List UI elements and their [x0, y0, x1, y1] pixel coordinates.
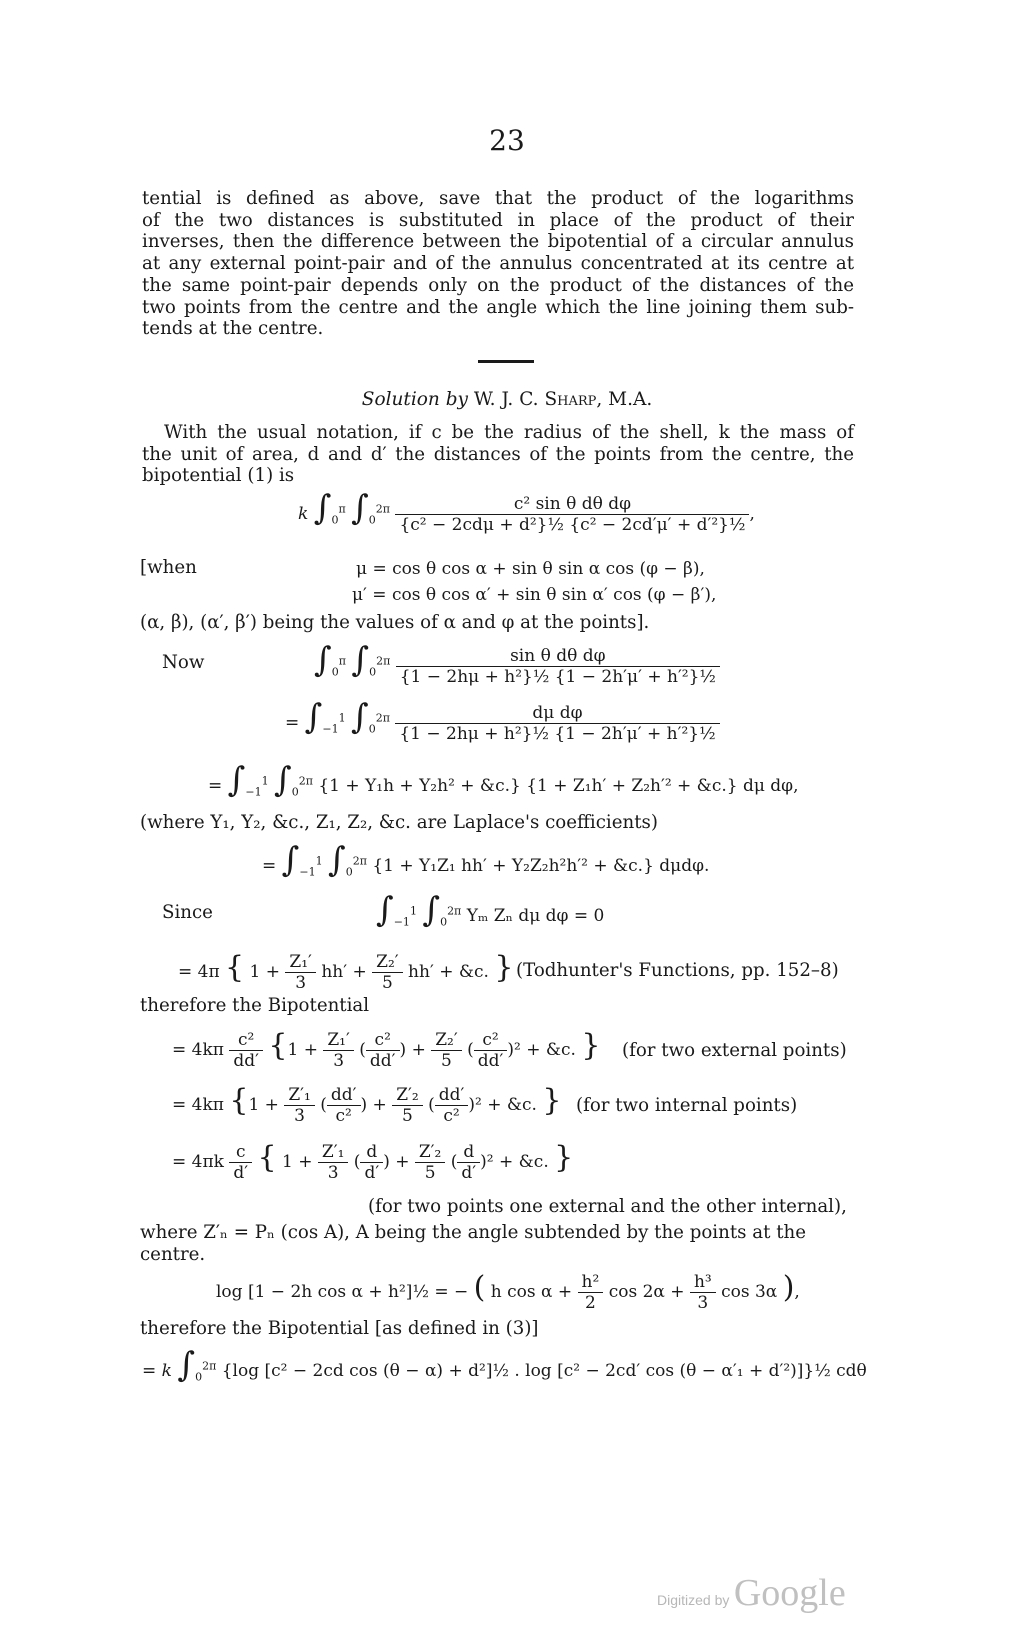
intro-line: inverses, then the difference between the bipotential of a circular annulus: [142, 231, 854, 253]
internal-lead: = 4kπ: [172, 1095, 224, 1115]
watermark-small: Digitized by: [657, 1592, 730, 1608]
equation-4: = $\int_{-1}^1$ $\int_0^{2\pi}$ {1 + Y₁Z₁ hh′ + Y₂Z₂h²h′² + &c.} dμdφ.: [262, 840, 710, 880]
fraction-denominator: {1 − 2hμ + h²}½ {1 − 2h′μ′ + h′²}½: [399, 724, 716, 744]
final-equation: = k $\int_0^{2\pi}$ {log [c² − 2cd cos (θ − α) + d²]½ . log [c² − 2cd′ cos (θ − α′₁ + d′²)]}½ cdθ: [142, 1345, 867, 1385]
notation-paragraph: [142, 422, 854, 487]
mixed-points-equation: = 4πk $\frac{c}{d'}$ { 1 + $\frac{\text{Z′₁}}{3}$ ( $\frac{d}{d'}$ ) + $\frac{\text{Z′₂}}{5}$ ( $\frac{d}{d'}$ )² + &c. }: [172, 1140, 574, 1183]
fraction-numerator: c² sin θ dθ dφ: [395, 494, 749, 515]
equation-4-body: {1 + Y₁Z₁ hh′ + Y₂Z₂h²h′² + &c.} dμdφ.: [372, 856, 710, 876]
two-external-label: (for two external points): [622, 1040, 847, 1061]
todhunter-reference: (Todhunter's Functions, pp. 152–8): [516, 960, 839, 981]
intro-paragraph: [142, 188, 854, 340]
therefore-defined: therefore the Bipotential [as defined in (3)]: [140, 1318, 539, 1339]
series-body: hh′ + &c.: [408, 962, 489, 982]
solution-by-label: Solution by: [361, 389, 469, 410]
therefore-bipotential: therefore the Bipotential: [140, 995, 370, 1016]
log-rhs-term-2: cos 2α +: [608, 1282, 685, 1302]
notation-line: With the usual notation, if c be the radius of the shell, k the mass of: [164, 422, 854, 443]
series-lead: = 4π: [178, 962, 220, 982]
since-integral: $\int_{-1}^1$ $\int_0^{2\pi}$ Yₘ Zₙ dμ dφ = 0: [376, 890, 605, 930]
solution-heading: [0, 389, 1014, 410]
one-ext-one-int-label: (for two points one external and the other internal),: [368, 1196, 847, 1217]
fraction-numerator: dμ dφ: [395, 703, 719, 724]
when-label: [when: [140, 557, 197, 578]
log-rhs-term-3: cos 3α: [721, 1282, 778, 1302]
equation-3-body: {1 + Y₁h + Y₂h² + &c.} {1 + Z₁h′ + Z₂h′² + &c.} dμ dφ,: [318, 776, 799, 796]
page-number: 23: [489, 124, 525, 157]
series-equation: = 4π { 1 + $\frac{\text{Z₁′}}{3}$ hh′ + $\frac{\text{Z₂′}}{5}$ hh′ + &c. }: [178, 950, 514, 993]
notation-line: bipotential (1) is: [142, 465, 295, 487]
log-expansion: log [1 − 2h cos α + h²]½ = − ( h cos α + $\frac{\text{h²}}{2}$ cos 2α + $\frac{\text{h³}}{3}$ cos 3α ),: [216, 1270, 800, 1313]
intro-line: of the two distances is substituted in place of the product of their: [142, 209, 854, 231]
two-internal-label: (for two internal points): [576, 1095, 798, 1116]
since-label: Since: [162, 902, 213, 923]
intro-line: tends at the centre.: [142, 318, 324, 340]
now-fraction: [396, 646, 720, 687]
where-zn-line-1: where Z′ₙ = Pₙ (cos A), A being the angle subtended by the points at the: [140, 1222, 806, 1243]
intro-line: tential is defined as above, save that the product of the logarithms: [142, 188, 854, 209]
internal-points-equation: = 4kπ {1 + $\frac{\text{Z′₁}}{3}$ ( $\frac{dd'}{\text{c²}}$ ) + $\frac{\text{Z′₂}}{5}$ ( $\frac{dd'}{\text{c²}}$ )² + &c. }: [172, 1083, 562, 1126]
where-laplace: (where Y₁, Y₂, &c., Z₁, Z₂, &c. are Laplace's coefficients): [140, 812, 658, 833]
intro-line: at any external point-pair and of the annulus concentrated at its centre at: [142, 253, 854, 275]
mu-prime-definition: μ′ = cos θ cos α′ + sin θ sin α′ cos (φ − β′),: [352, 585, 717, 605]
mixed-lead: = 4πk: [172, 1152, 224, 1172]
fraction-numerator: sin θ dθ dφ: [396, 646, 720, 667]
digitized-by-google-watermark: [657, 1571, 846, 1615]
final-equation-body: {log [c² − 2cd cos (θ − α) + d²]½ . log [c² − 2cd′ cos (θ − α′₁ + d′²)]}½ cdθ: [221, 1361, 867, 1381]
intro-line: two points from the centre and the angle which the line joining them sub-: [142, 296, 854, 318]
now-integral: $\int_0^\pi$ $\int_0^{2\pi}$ $\frac{\text{sin θ dθ dφ}}{\text{\{1 − 2hμ + h²\}½ \{1 − 2h′μ′ + h′²\}½}}$: [314, 640, 720, 687]
log-rhs-term-1: h cos α +: [490, 1282, 573, 1302]
fraction-denominator: {1 − 2hμ + h²}½ {1 − 2h′μ′ + h′²}½: [399, 667, 716, 687]
mu-definition: μ = cos θ cos α + sin θ sin α cos (φ − β),: [356, 559, 705, 579]
log-lhs: log [1 − 2h cos α + h²]½ = −: [216, 1282, 469, 1302]
fraction-denominator: {c² − 2cdμ + d²}½ {c² − 2cd′μ′ + d′²}½: [399, 515, 746, 535]
since-body: Yₘ Zₙ dμ dφ = 0: [466, 906, 605, 926]
intro-line: the same point-pair depends only on the product of the distances of the: [142, 274, 854, 296]
where-zn-line-2: centre.: [140, 1244, 206, 1265]
solution-author: W. J. C. Sharp, M.A.: [473, 389, 653, 410]
external-points-equation: = 4kπ $\frac{\text{c²}}{dd'}$ {1 + $\frac{\text{Z₁′}}{3}$ ( $\frac{\text{c²}}{dd'}$ ) + $\frac{\text{Z₂′}}{5}$ ( $\frac{\text{c²}}{dd'}$ )² + &c. }: [172, 1028, 601, 1071]
external-lead: = 4kπ: [172, 1040, 224, 1060]
equation-3: = $\int_{-1}^1$ $\int_0^{2\pi}$ {1 + Y₁h + Y₂h² + &c.} {1 + Z₁h′ + Z₂h′² + &c.} dμ dφ,: [208, 760, 799, 800]
equation-2-fraction: [395, 703, 719, 744]
notation-line: the unit of area, d and d′ the distances of the points from the centre, the: [142, 443, 854, 465]
section-rule: [478, 360, 534, 363]
bipotential-fraction: [395, 494, 749, 535]
watermark-logo: Google: [733, 1572, 846, 1614]
equation-2: = $\int_{-1}^1$ $\int_0^{2\pi}$ $\frac{\text{dμ dφ}}{\text{\{1 − 2hμ + h²\}½ \{1 − 2h′μ′ + h′²\}½}}$: [285, 697, 720, 744]
bipotential-integral: k $\int_0^\pi$ $\int_0^{2\pi}$ $\frac{\text{c² sin θ dθ dφ}}{\text{\{c² − 2cdμ + d²\}½ \{c² − 2cd′μ′ + d′²\}½}}$ ,: [298, 488, 755, 535]
alpha-beta-line: (α, β), (α′, β′) being the values of α and φ at the points].: [140, 612, 650, 633]
now-label: Now: [162, 652, 205, 673]
